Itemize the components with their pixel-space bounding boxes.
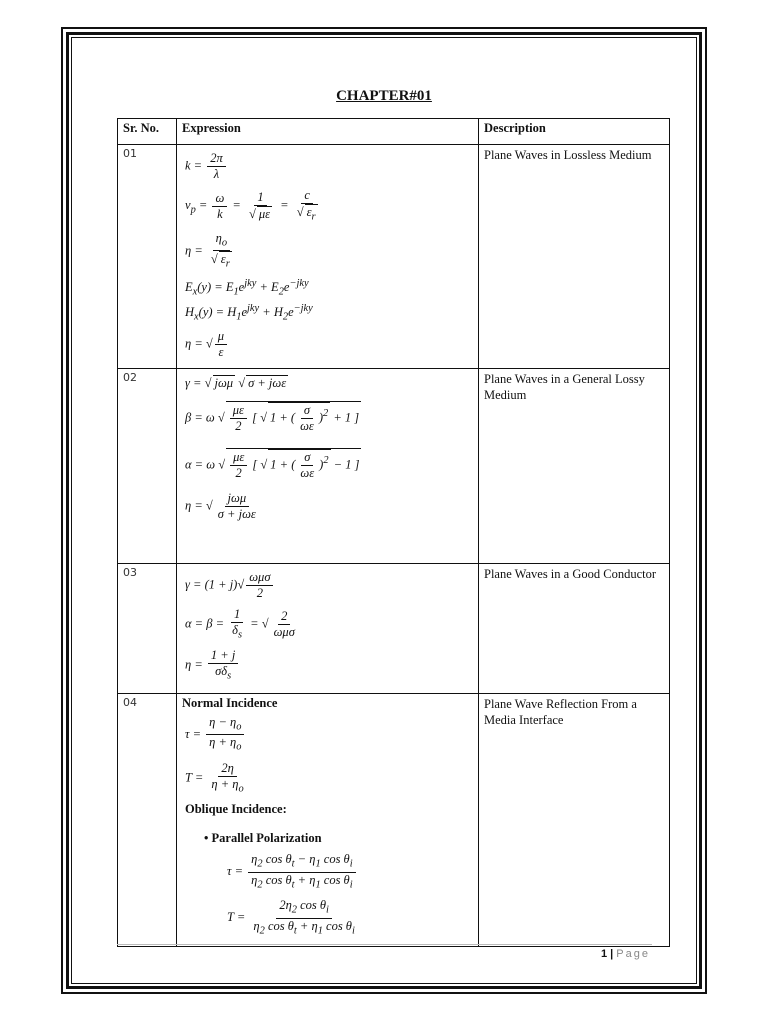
equation: α = β = $\frac{1}{\delta_s}$ = √ $\frac{2}{\text{ωμσ}}$ (185, 606, 295, 641)
equation: k = $\frac{2\pi}{\lambda}$ (185, 151, 473, 182)
equation: γ = √ jωμ √ σ + jωε (185, 375, 287, 390)
row-number: 02 (118, 368, 177, 563)
equation: η = √ $\frac{\mu}{\varepsilon}$ (185, 329, 473, 360)
expression-cell (177, 145, 479, 369)
expression-cell (177, 693, 479, 947)
chapter-title: CHAPTER#01 (336, 88, 432, 104)
equation: α = ω √ $\frac{\mu\varepsilon}{2}$ [ √ 1 + ( $\frac{\sigma}{\omega\varepsilon}$ )$^2$ − 1 ] (185, 449, 360, 480)
table-header-row (118, 119, 670, 145)
section-heading: Normal Incidence (182, 695, 278, 710)
page-footer (601, 948, 650, 960)
equation: τ = $\frac{\eta_2 \cos \theta_t - \eta_1 \cos \theta_i}{\eta_2 \cos \theta_t + \eta_1 \cos \theta_i}$ (227, 852, 473, 892)
header-expression: Expression (177, 119, 479, 145)
equation: η = $\frac{\eta_o}{√ \varepsilon_r}$ (185, 230, 230, 270)
description-cell: Plane Waves in Lossless Medium (479, 145, 670, 369)
expression-cell (177, 368, 479, 563)
expression-cell (177, 563, 479, 693)
description-cell: Plane Waves in a General Lossy Medium (479, 368, 670, 563)
section-heading: Oblique Incidence: (185, 802, 287, 817)
page-label: Page (616, 948, 650, 960)
formula-table (117, 118, 670, 947)
row-number: 03 (118, 563, 177, 693)
row-number: 04 (118, 693, 177, 947)
footer-rule (117, 944, 652, 945)
equation: η = $\frac{1 + j}{\sigma\delta_s}$ (185, 648, 473, 684)
header-description: Description (479, 119, 670, 145)
equation: T = $\frac{2\eta_2 \cos \theta_i}{\eta_2 \cos \theta_t + \eta_1 \cos \theta_i}$ (227, 898, 355, 937)
equation: T = $\frac{2\eta}{\eta + \eta_o}$ (185, 760, 244, 795)
page-number: 1 (600, 948, 608, 960)
table-row (118, 368, 670, 563)
equation: β = ω √ $\frac{\mu\varepsilon}{2}$ [ √ 1 + ( $\frac{\sigma}{\omega\varepsilon}$ )$^2$ + 1 ] (185, 402, 360, 433)
equation: τ = $\frac{\eta - \eta_o}{\eta + \eta_o}$ (185, 715, 473, 755)
equation: $H_x(y) = H_1e^{jky} + H_2e^{-jky}$ (185, 303, 313, 323)
table-row (118, 563, 670, 693)
table-row (118, 693, 670, 947)
footer-separator: | (610, 948, 614, 960)
row-number: 01 (118, 145, 177, 369)
equation: $v_p$ = $\frac{\omega}{k}$ = $\frac{1}{√ \mu\varepsilon}$ = $\frac{c}{√ \varepsilon_r}$ (185, 188, 316, 223)
equation: η = √ $\frac{\text{jωμ}}{\text{σ + jωε}}$ (185, 490, 256, 521)
table-row (118, 145, 670, 369)
header-sr: Sr. No. (118, 119, 177, 145)
equation: $E_x(y) = E_1e^{jky} + E_2e^{-jky}$ (185, 277, 309, 298)
equation: γ = (1 + j)√ $\frac{\text{ωμσ}}{2}$ (185, 570, 473, 601)
bullet-heading: • Parallel Polarization (204, 831, 322, 846)
description-cell: Plane Waves in a Good Conductor (479, 563, 670, 693)
description-cell: Plane Wave Reflection From a Media Interface (479, 693, 670, 947)
